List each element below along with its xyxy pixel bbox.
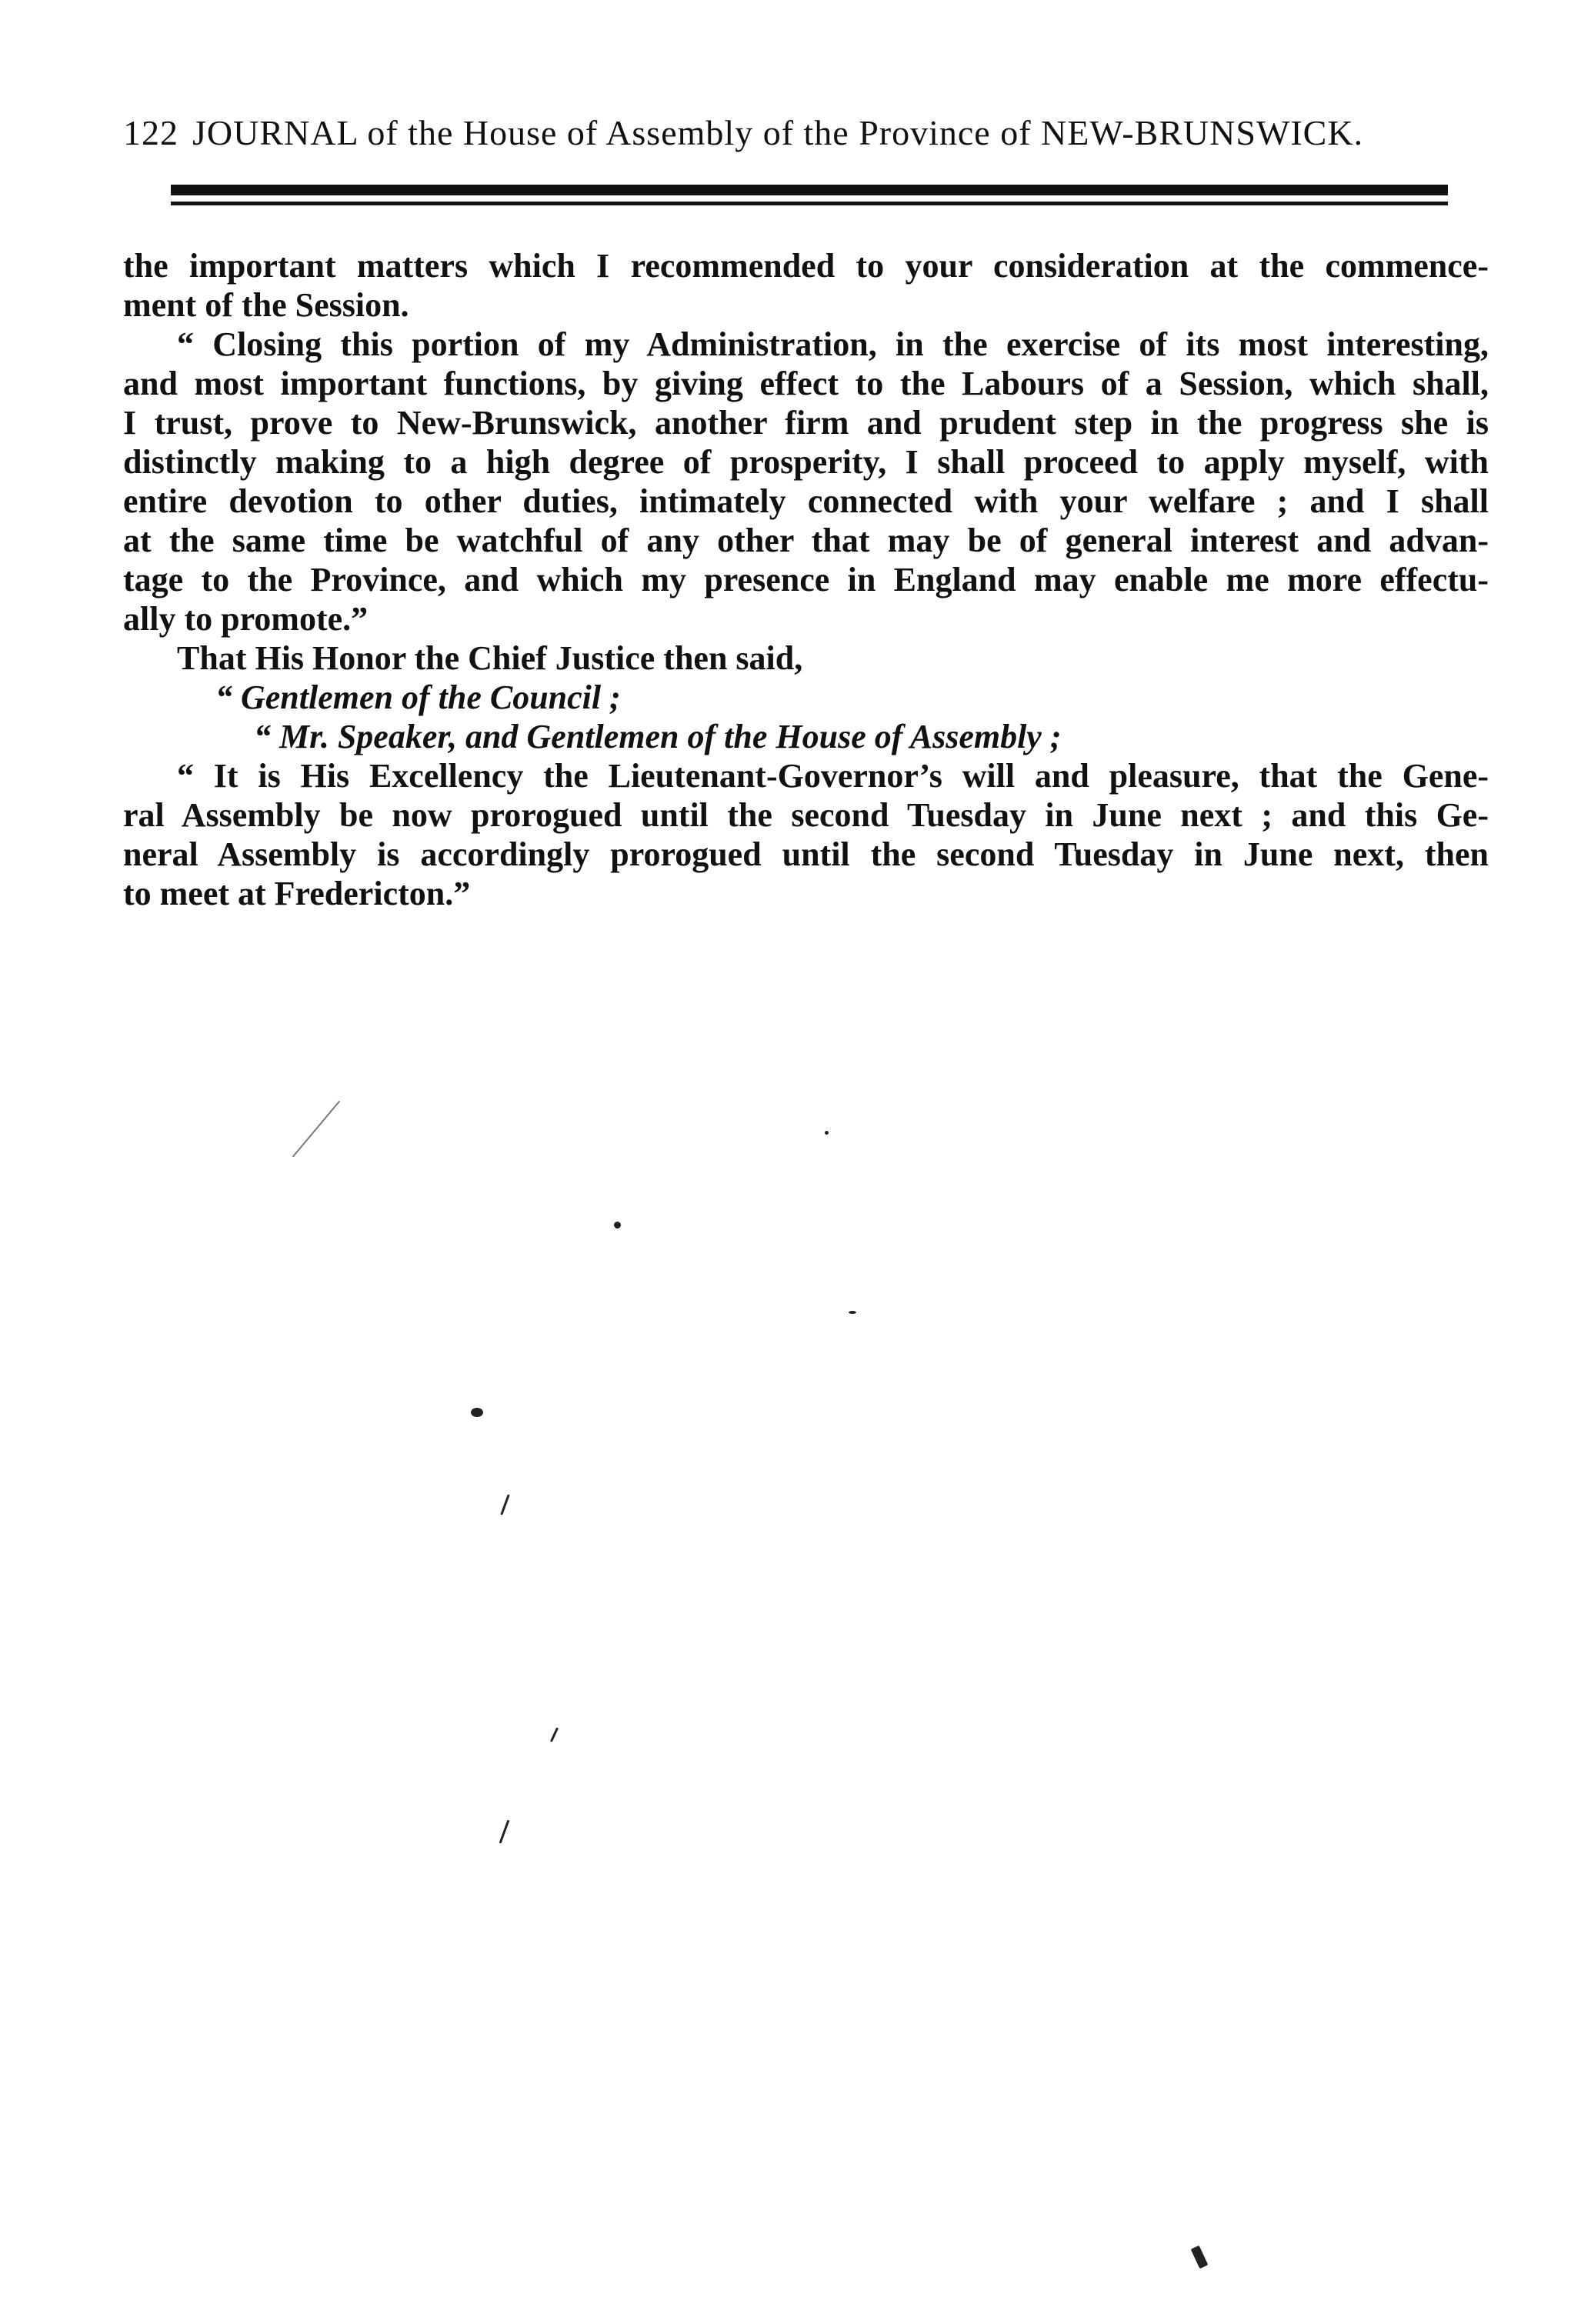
- text-line: “ Mr. Speaker, and Gentlemen of the House of Assembly ;: [254, 718, 1062, 755]
- text-line: distinctly making to a high degree of prosperity, I shall proceed to apply myself, with: [123, 443, 1489, 481]
- scan-speck: [825, 1131, 829, 1135]
- scan-speck: [550, 1727, 559, 1742]
- text-line: “ Gentlemen of the Council ;: [215, 679, 621, 716]
- scan-speck: [614, 1222, 621, 1229]
- text-line: ally to promote.”: [123, 600, 369, 638]
- scan-speck: [292, 1100, 341, 1157]
- paragraph-continuation: [123, 246, 1489, 325]
- paragraph-prorogation: [123, 756, 1489, 913]
- text-line: tage to the Province, and which my presence in England may enable me more effectu-: [123, 561, 1489, 599]
- text-line: neral Assembly is accordingly prorogued until the second Tuesday in June next, then: [123, 835, 1489, 873]
- scan-speck: [849, 1311, 856, 1314]
- paragraph-speech: [123, 325, 1489, 639]
- text-line: “ Closing this portion of my Administration, in the exercise of its most interesting,: [177, 325, 1489, 363]
- page-header: [123, 112, 1493, 158]
- paragraph-chief-justice: [123, 639, 1489, 678]
- text-line: to meet at Fredericton.”: [123, 875, 471, 912]
- text-line: ment of the Session.: [123, 286, 409, 324]
- text-line: at the same time be watchful of any other that may be of general interest and advan-: [123, 522, 1489, 559]
- scan-speck: [471, 1408, 483, 1417]
- running-title: JOURNAL of the House of Assembly of the Province of NEW-BRUNSWICK.: [192, 113, 1364, 152]
- scan-speck: [500, 1494, 509, 1515]
- page-number: 122: [123, 113, 178, 152]
- text-line: That His Honor the Chief Justice then said,: [177, 639, 803, 677]
- scan-speck: [499, 1819, 510, 1843]
- text-line: entire devotion to other duties, intimately connected with your welfare ; and I shall: [123, 482, 1489, 520]
- header-rule-thick: [171, 185, 1448, 195]
- salutation-assembly: [123, 717, 1489, 756]
- salutation-council: [123, 678, 1489, 717]
- text-line: I trust, prove to New-Brunswick, another firm and prudent step in the progress she is: [123, 404, 1489, 442]
- header-rule-thin: [171, 202, 1448, 205]
- text-line: and most important functions, by giving effect to the Labours of a Session, which shall,: [123, 365, 1489, 402]
- journal-body: [123, 246, 1489, 913]
- text-line: “ It is His Excellency the Lieutenant-Governor’s will and pleasure, that the Gene-: [177, 757, 1489, 795]
- text-line: the important matters which I recommended to your consideration at the commence-: [123, 247, 1489, 285]
- text-line: ral Assembly be now prorogued until the second Tuesday in June next ; and this Ge-: [123, 796, 1489, 834]
- scan-speck: [1191, 2246, 1209, 2269]
